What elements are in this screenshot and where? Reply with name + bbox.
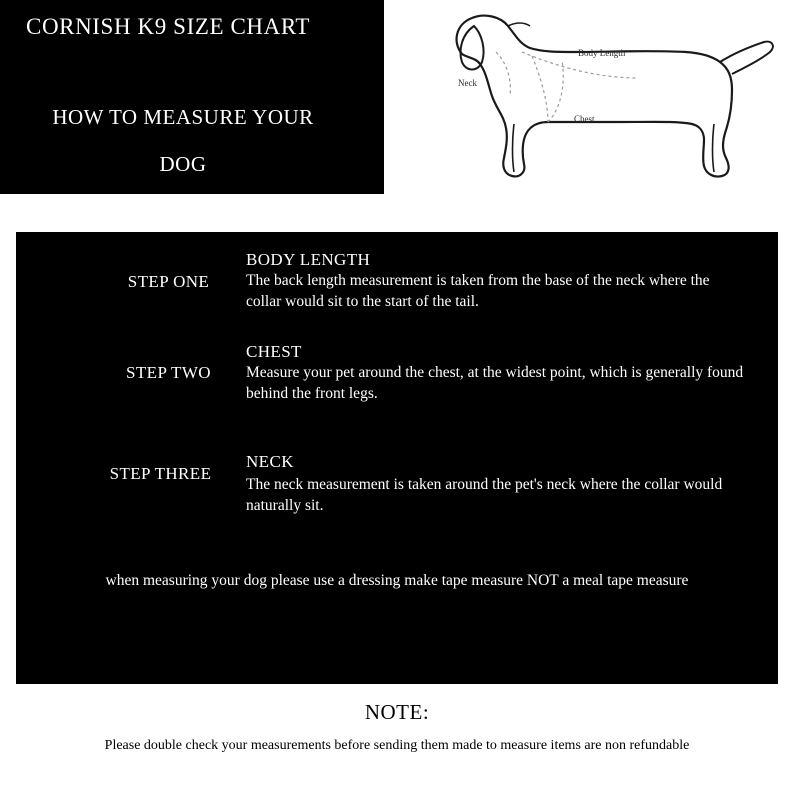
step-two-body: Measure your pet around the chest, at the widest point, which is generally found behind the front legs.	[246, 364, 744, 402]
step-two-heading: CHEST	[246, 342, 302, 361]
note-title: NOTE:	[364, 700, 430, 724]
steps-panel	[16, 232, 778, 684]
page-title: CORNISH K9 SIZE CHART	[26, 14, 311, 39]
step-three-label: STEP THREE	[109, 464, 212, 483]
diagram-label-neck: Neck	[458, 78, 477, 88]
panel-footnote: when measuring your dog please use a dressing make tape measure NOT a meal tape measure	[105, 572, 689, 589]
note-section	[0, 700, 794, 756]
header-subtitle-line2: DOG	[159, 152, 207, 176]
diagram-label-chest: Chest	[574, 114, 595, 124]
header-banner	[0, 0, 384, 194]
note-body: Please double check your measurements before sending them made to measure items are non refundable	[104, 738, 690, 753]
diagram-label-body-length: Body Length	[578, 48, 626, 58]
step-one-heading: BODY LENGTH	[246, 250, 371, 269]
step-three-heading: NECK	[246, 452, 294, 471]
step-one-label: STEP ONE	[127, 272, 210, 291]
step-two-label: STEP TWO	[126, 363, 211, 382]
step-three-body: The neck measurement is taken around the pet's neck where the collar would naturally sit.	[246, 476, 723, 514]
dog-measurement-diagram	[400, 0, 794, 200]
dog-outline-icon	[400, 0, 794, 200]
step-one-body: The back length measurement is taken from the base of the neck where the collar would sit to the start of the tail.	[246, 272, 710, 310]
header-subtitle-line1: HOW TO MEASURE YOUR	[52, 105, 314, 129]
